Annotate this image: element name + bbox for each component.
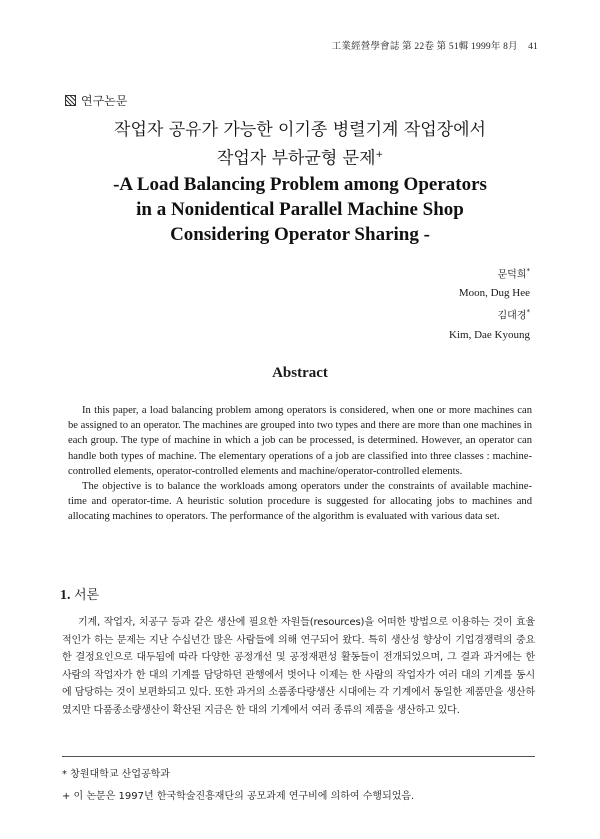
korean-title-line-2-text: 작업자 부하균형 문제 [216,148,376,169]
english-title-line-1: -A Load Balancing Problem among Operators [113,174,487,195]
author-1-korean [449,262,530,284]
footnotes [62,764,542,808]
english-title-line-3: Considering Operator Sharing - [170,224,430,245]
section-label [65,92,127,109]
footnote-divider [62,756,535,757]
introduction-paragraph: 기계, 작업자, 치공구 등과 같은 생산에 필요한 자원들(resources)을 어떠한 방법으로 이용하는 것이 효율적인가 하는 문제는 지난 수십년간 많은 사람들에 의해 연구되어 왔다. 특히 생산성 향상이 기업경쟁력의 중요한 결정요인으로 대두됨에 따라 다양한 공정개선 및 공정재편성 활동들이 전개되었으며, 그 결과 과거에는 한 사람의 작업자가 한 대의 기계를 담당하던 관행에서 벗어나 이제는 한 사람의 작업자가 여러 대의 기계를 동시에 담당하는 것이 보편화되고 있다. 또한 과거의 소품종다량생산 시대에는 각 기계에서 동일한 제품만을 생산하였지만 다품종소량생산이 확산된 지금은 한 대의 기계에서 여러 종류의 제품을 생산하고 있다. [62,617,535,716]
footnote-affiliation: * 창원대학교 산업공학과 [62,769,170,780]
abstract-heading: Abstract [272,365,328,381]
section-label-text: 연구논문 [81,94,128,108]
introduction-body [62,614,535,720]
footnote-funding: + 이 논문은 1997년 한국학술진흥재단의 공모과제 연구비에 의하여 수행되었음. [62,791,415,802]
author-2-mark: * [526,308,530,317]
author-1-english: Moon, Dug Hee [458,287,530,300]
running-head [332,38,538,52]
author-2-korean-name: 김대경 [497,310,527,322]
section-1-number: 1. [60,588,71,603]
abstract-paragraph-1: In this paper, a load balancing problem among operators is considered, when one or more machines can be assigned to an operator. The machines are grouped into two types and there are more than one machines in each group. The type of machine in which a job can be processed, is determined. However, an operator can handle both types of machine. The elementary operations of a job are classified into three classes : machine-controlled elements, operator-controlled elements and machine/operator-controlled elements. [68,405,533,477]
english-title [0,172,600,247]
abstract-paragraph-2: The objective is to balance the workloads among operators under the constraints of available machine-time and operator-time. A heuristic solution procedure is suggested for allocating jobs to machines and allocating machines to operators. The performance of the algorithm is evaluated with various data set. [68,481,532,523]
section-1-heading [60,584,99,604]
journal-citation: 工業經營學會誌 第 22卷 第 51輯 1999年 8月 [331,42,518,52]
page-number: 41 [528,42,538,52]
korean-title [0,118,600,172]
korean-title-line-2 [0,143,600,172]
section-1-title: 서론 [74,588,100,603]
english-title-line-2: in a Nonidentical Parallel Machine Shop [136,199,464,220]
author-2-korean [449,303,530,325]
author-1-korean-name: 문덕희 [497,269,527,281]
author-block [449,262,530,345]
abstract-body [68,403,532,525]
korean-title-line-1: 작업자 공유가 가능한 이기종 병렬기계 작업장에서 [114,120,486,140]
author-1-mark: * [526,267,530,275]
korean-title-mark: + [375,150,384,160]
hatched-square-icon [65,95,76,106]
author-2-english: Kim, Dae Kyoung [449,328,530,341]
